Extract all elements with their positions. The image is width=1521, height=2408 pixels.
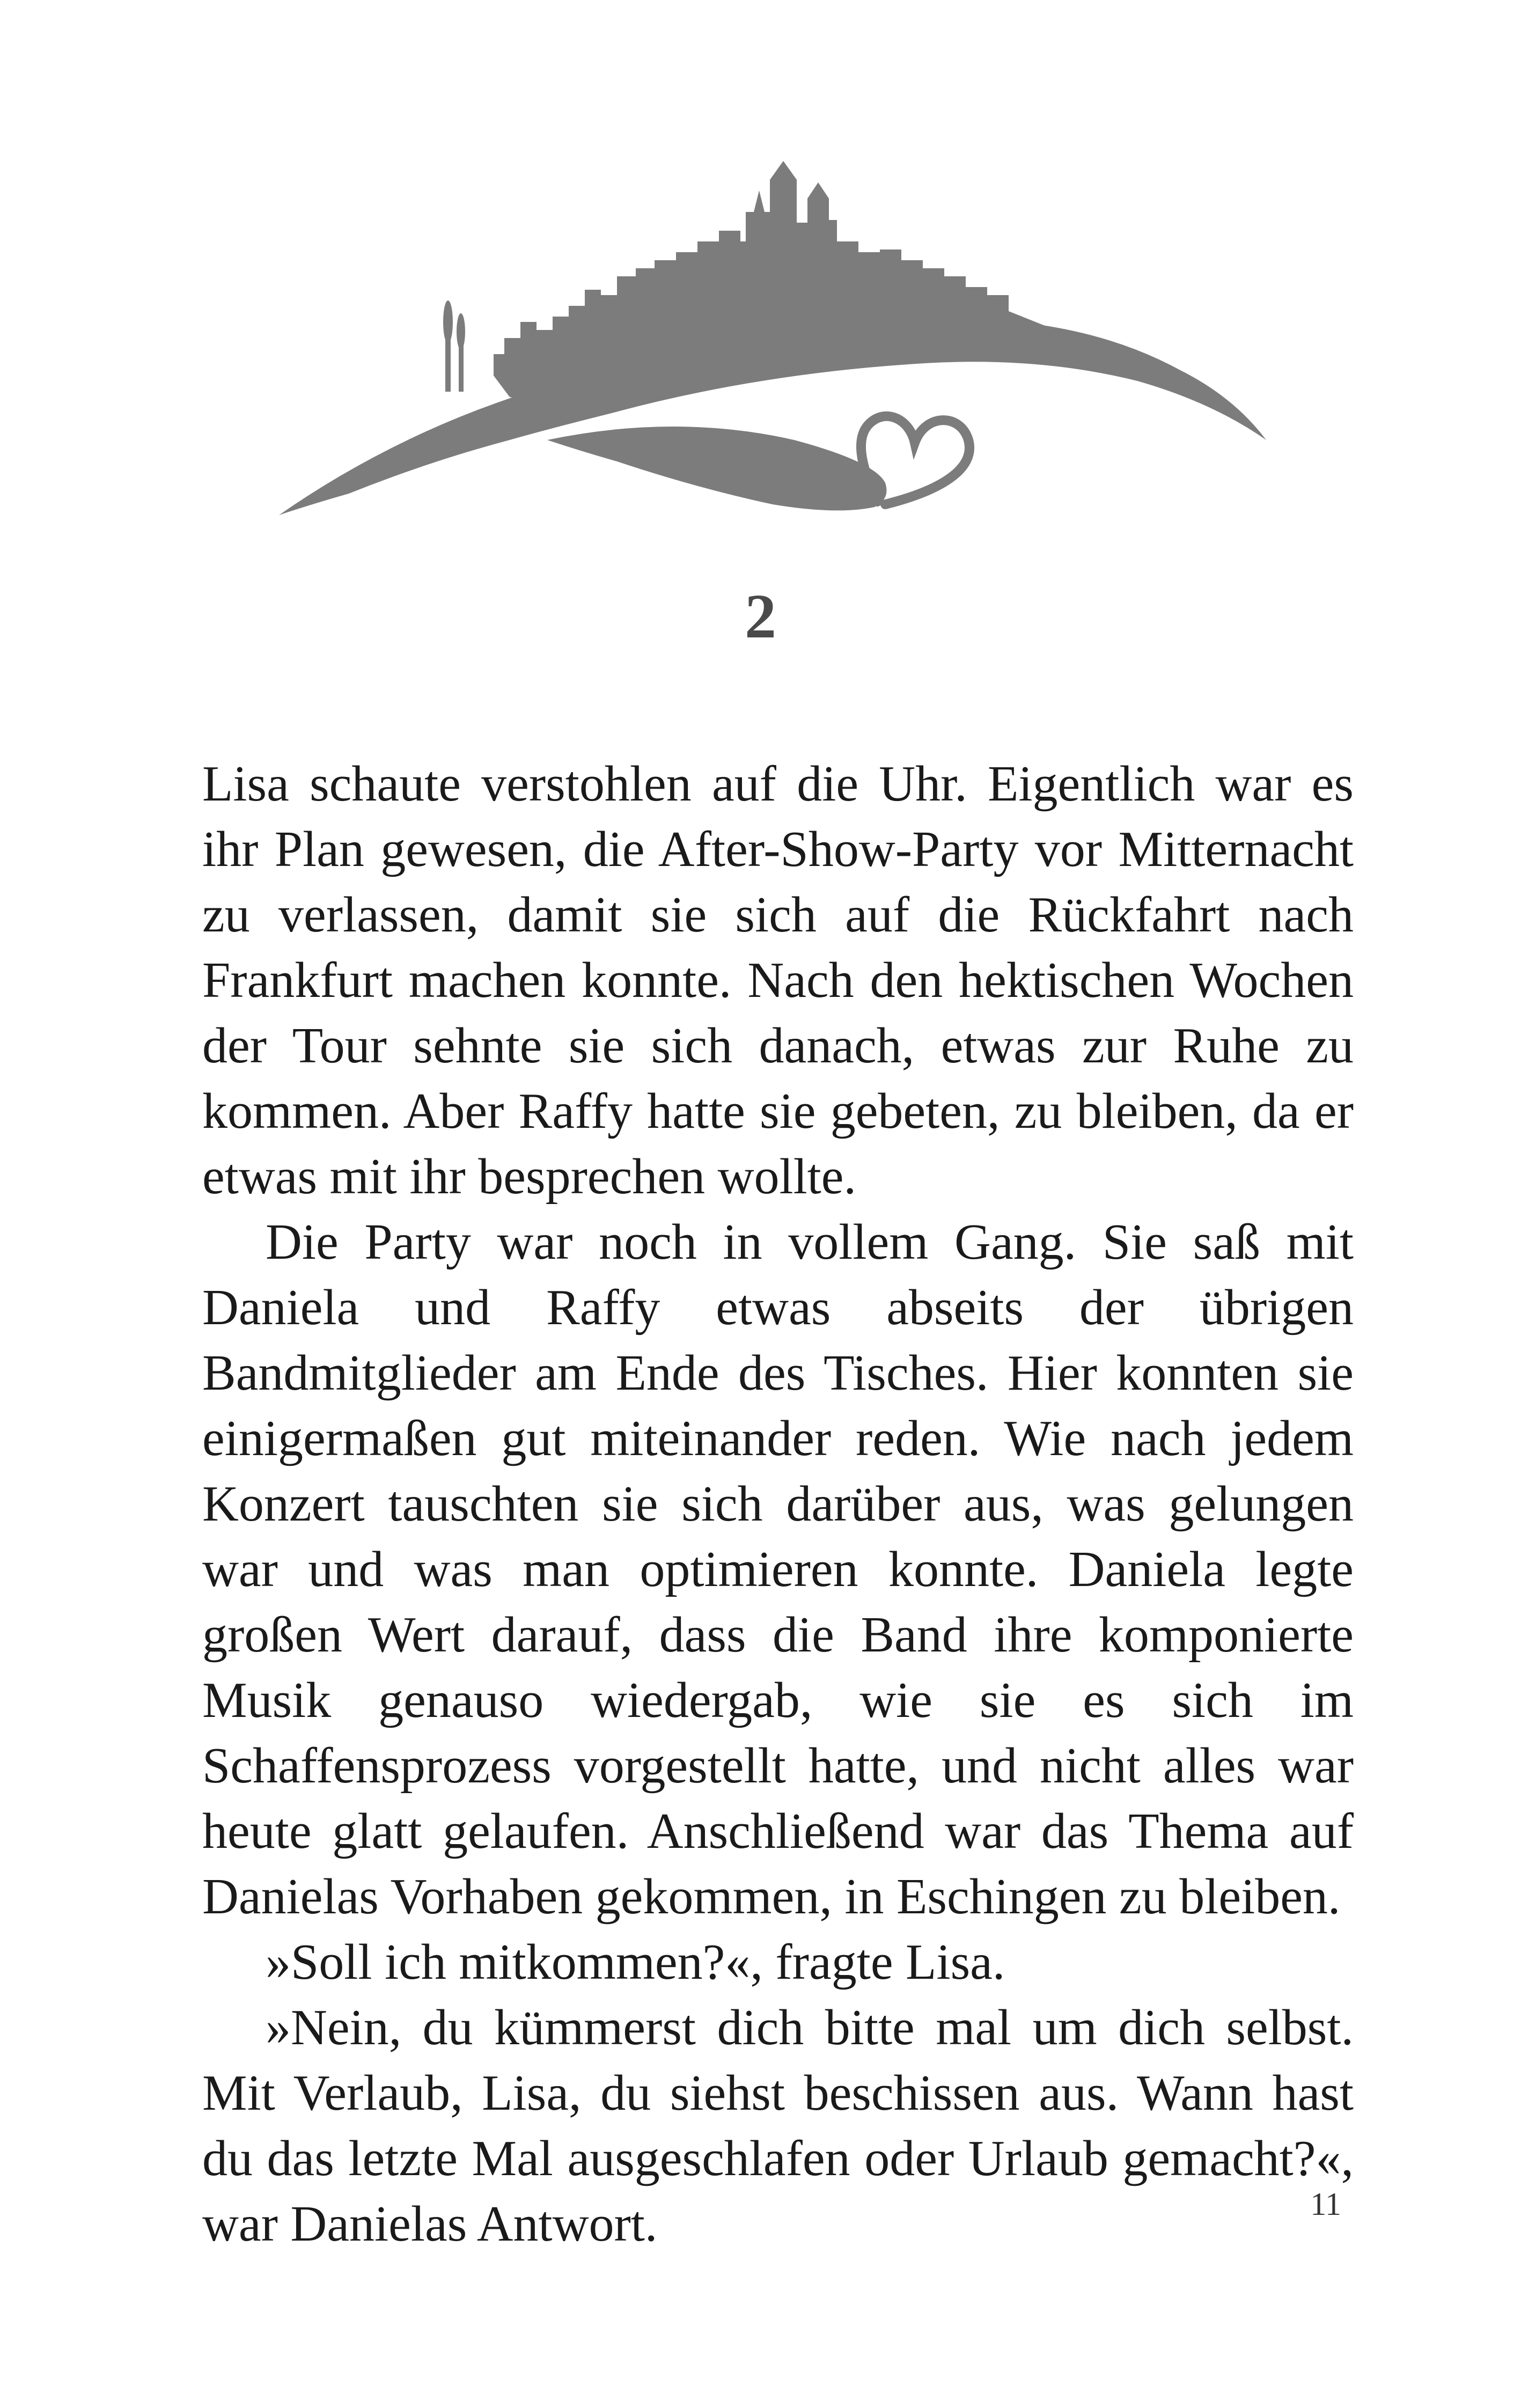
paragraph: Lisa schaute verstohlen auf die Uhr. Eigentlich war es ihr Plan gewesen, die After-Show-Party vor Mitternacht zu verlassen, damit sie sich auf die Rückfahrt nach Frankfurt machen konnte. Nach den hektischen Wochen der Tour sehnte sie sich danach, etwas zur Ruhe zu kommen. Aber Raffy hatte sie gebeten, zu bleiben, da er etwas mit ihr besprechen wollte.	[202, 756, 1354, 1205]
paragraph: »Soll ich mitkommen?«, fragte Lisa.	[266, 1934, 1005, 1990]
chapter-number: 2	[745, 581, 776, 651]
paragraph: »Nein, du kümmerst dich bitte mal um dich selbst. Mit Verlaub, Lisa, du siehst beschissen aus. Wann hast du das letzte Mal ausgeschlafen oder Urlaub gemacht?«, war Danielas Antwort.	[202, 2000, 1354, 2252]
body-text	[202, 751, 1354, 2257]
hill-town-heart-icon	[268, 161, 1272, 515]
paragraph: Die Party war noch in vollem Gang. Sie saß mit Daniela und Raffy etwas abseits der übrigen Bandmitglieder am Ende des Tisches. Hier konnten sie einigermaßen gut miteinander reden. Wie nach jedem Konzert tauschten sie sich darüber aus, was gelungen war und was man optimieren konnte. Daniela legte großen Wert darauf, dass die Band ihre komponierte Musik genauso wiedergab, wie sie es sich im Schaffensprozess vorgestellt hatte, und nicht alles war heute glatt gelaufen. Anschließend war das Thema auf Danielas Vorhaben gekommen, in Eschingen zu bleiben.	[202, 1214, 1354, 1925]
page-number: 11	[1310, 2186, 1341, 2222]
